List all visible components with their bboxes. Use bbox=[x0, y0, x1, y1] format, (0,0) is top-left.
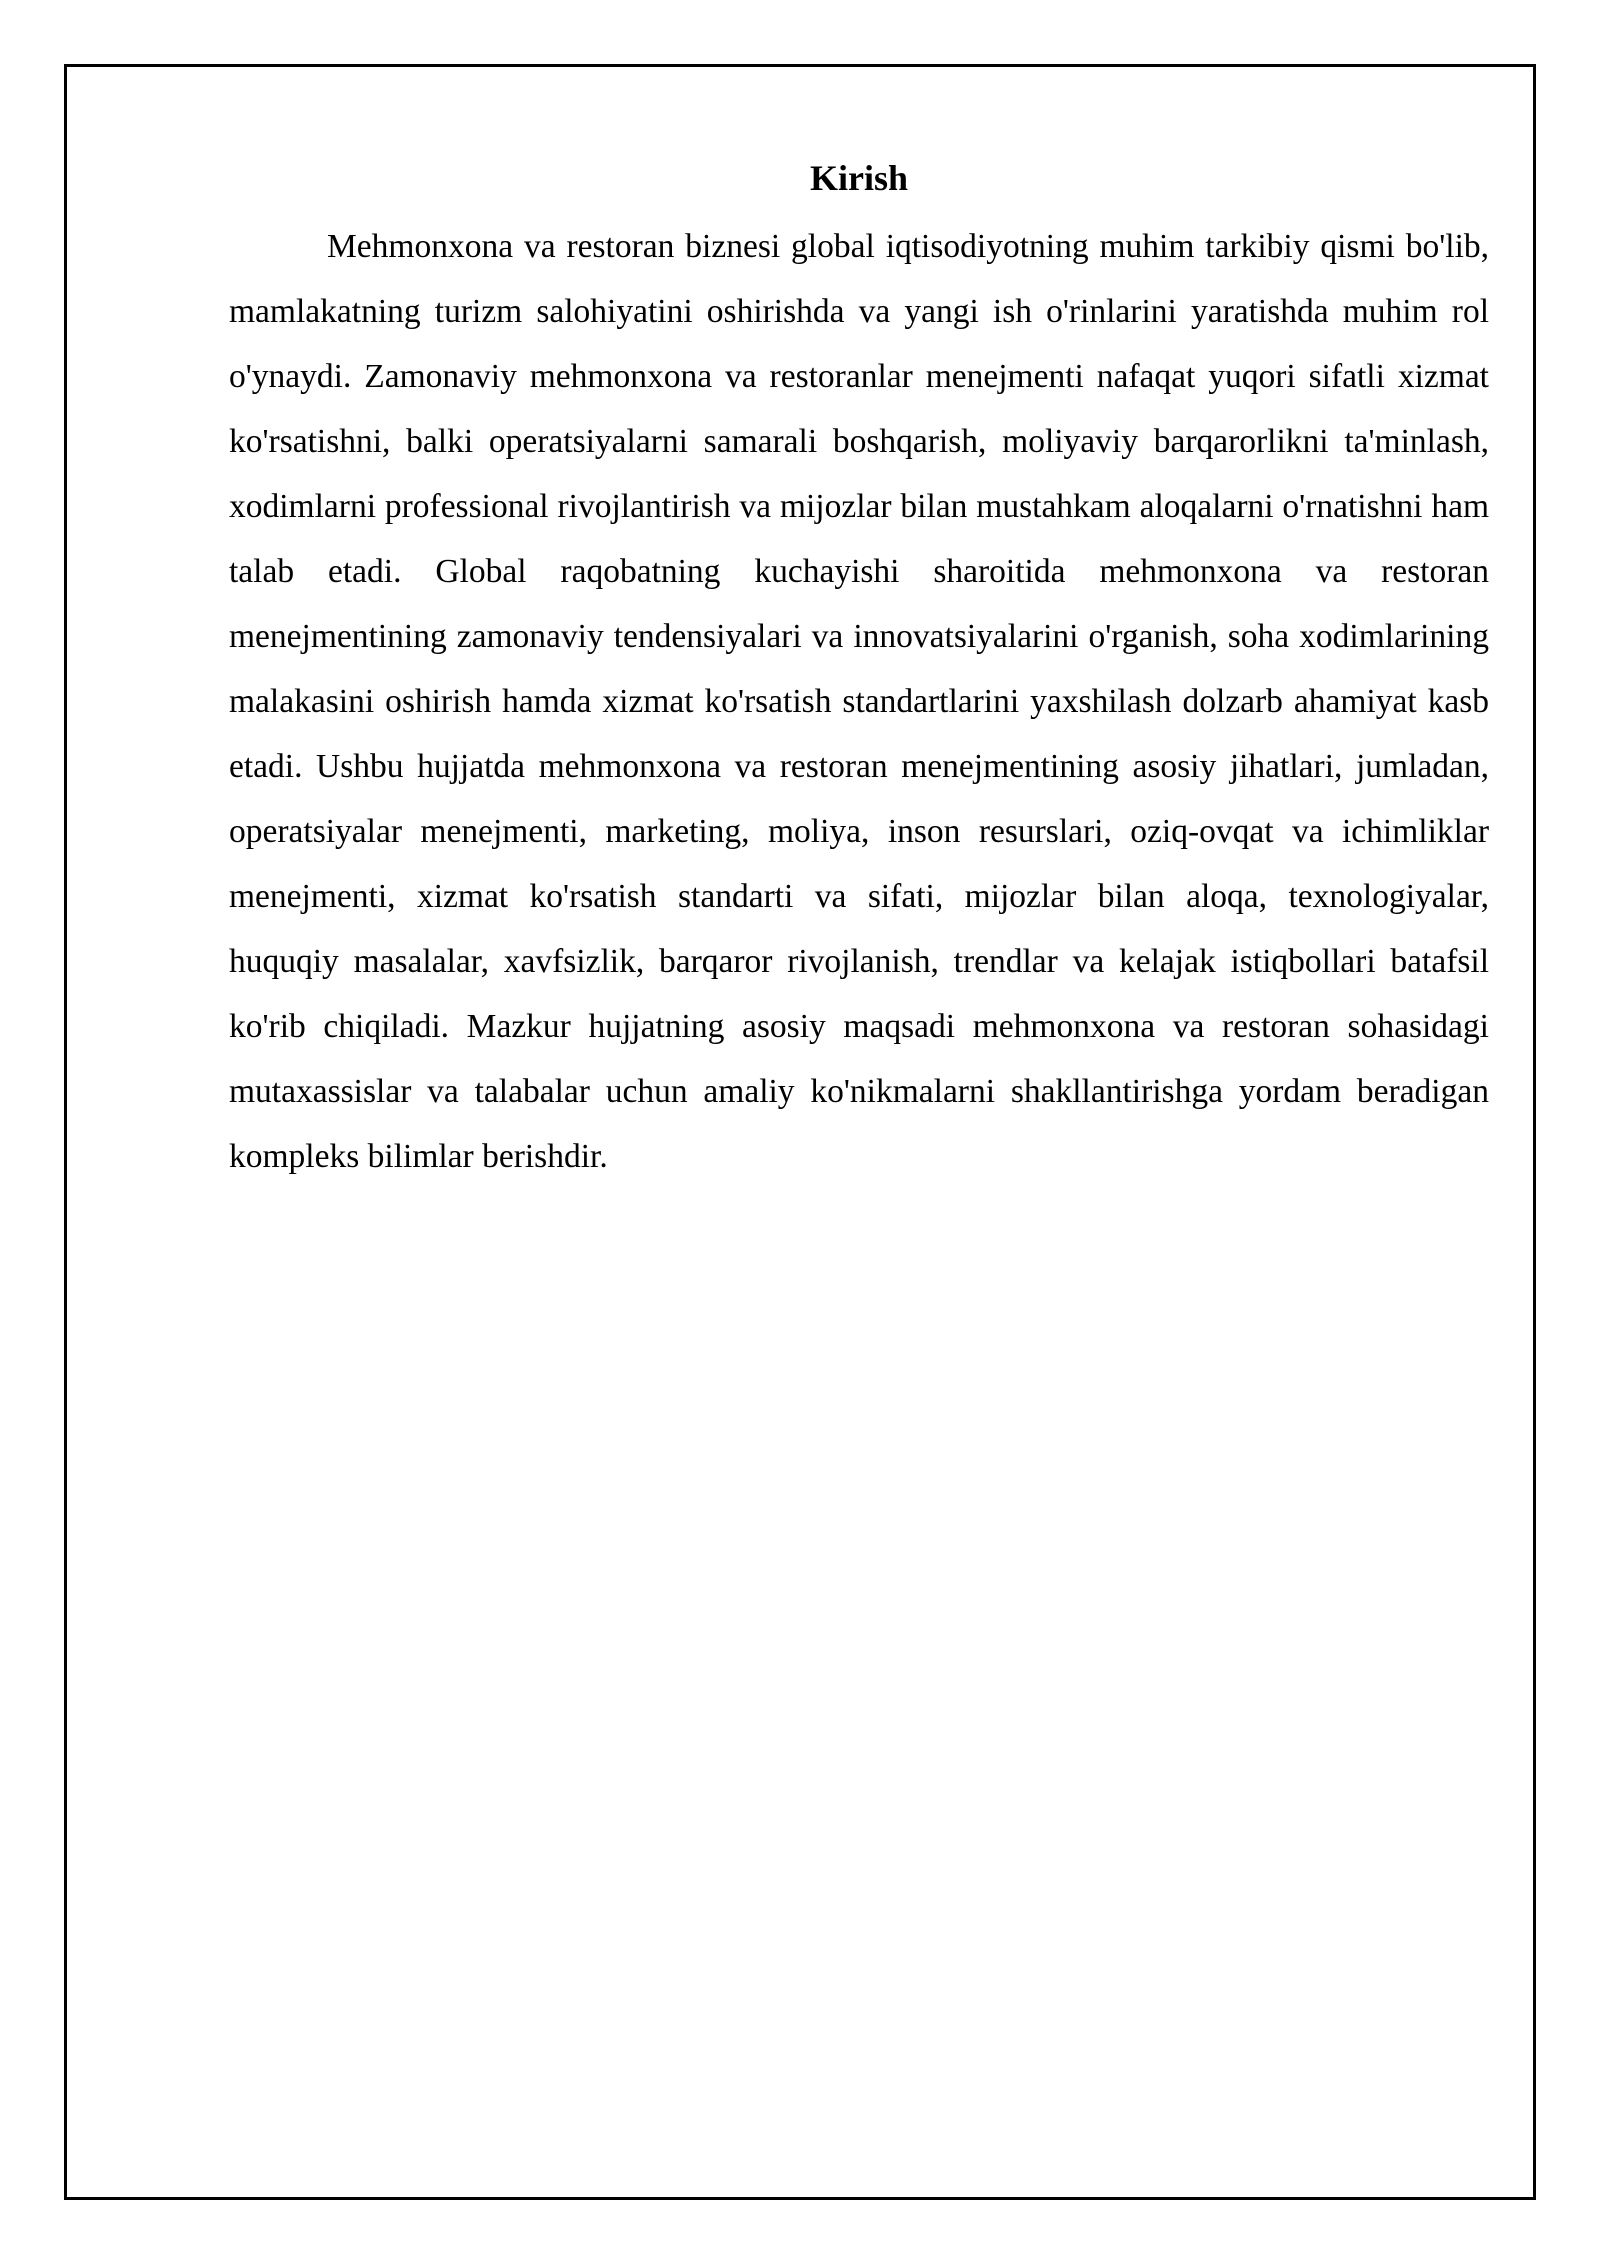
document-content bbox=[229, 150, 1489, 1189]
page-title: Kirish bbox=[809, 158, 908, 198]
intro-paragraph: Mehmonxona va restoran biznesi global iqtisodiyotning muhim tarkibiy qismi bo'lib, mamlakatning turizm salohiyatini oshirishda va yangi ish o'rinlarini yaratishda muhim rol o'ynaydi. Zamonaviy mehmonxona va restoranlar menejmenti nafaqat yuqori sifatli xizmat ko'rsatishni, balki operatsiyalarni samarali boshqarish, moliyaviy barqarorlikni ta'minlash, xodimlarni professional rivojlantirish va mijozlar bilan mustahkam aloqalarni o'rnatishni ham talab etadi. Global raqobatning kuchayishi sharoitida mehmonxona va restoran menejmentining zamonaviy tendensiyalari va innovatsiyalarini o'rganish, soha xodimlarining malakasini oshirish hamda xizmat ko'rsatish standartlarini yaxshilash dolzarb ahamiyat kasb etadi. Ushbu hujjatda mehmonxona va restoran menejmentining asosiy jihatlari, jumladan, operatsiyalar menejmenti, marketing, moliya, inson resurslari, oziq-ovqat va ichimliklar menejmenti, xizmat ko'rsatish standarti va sifati, mijozlar bilan aloqa, texnologiyalar, huquqiy masalalar, xavfsizlik, barqaror rivojlanish, trendlar va kelajak istiqbollari batafsil ko'rib chiqiladi. Mazkur hujjatning asosiy maqsadi mehmonxona va restoran sohasidagi mutaxassislar va talabalar uchun amaliy ko'nikmalarni shakllantirishga yordam beradigan kompleks bilimlar berishdir. bbox=[229, 228, 1489, 1175]
